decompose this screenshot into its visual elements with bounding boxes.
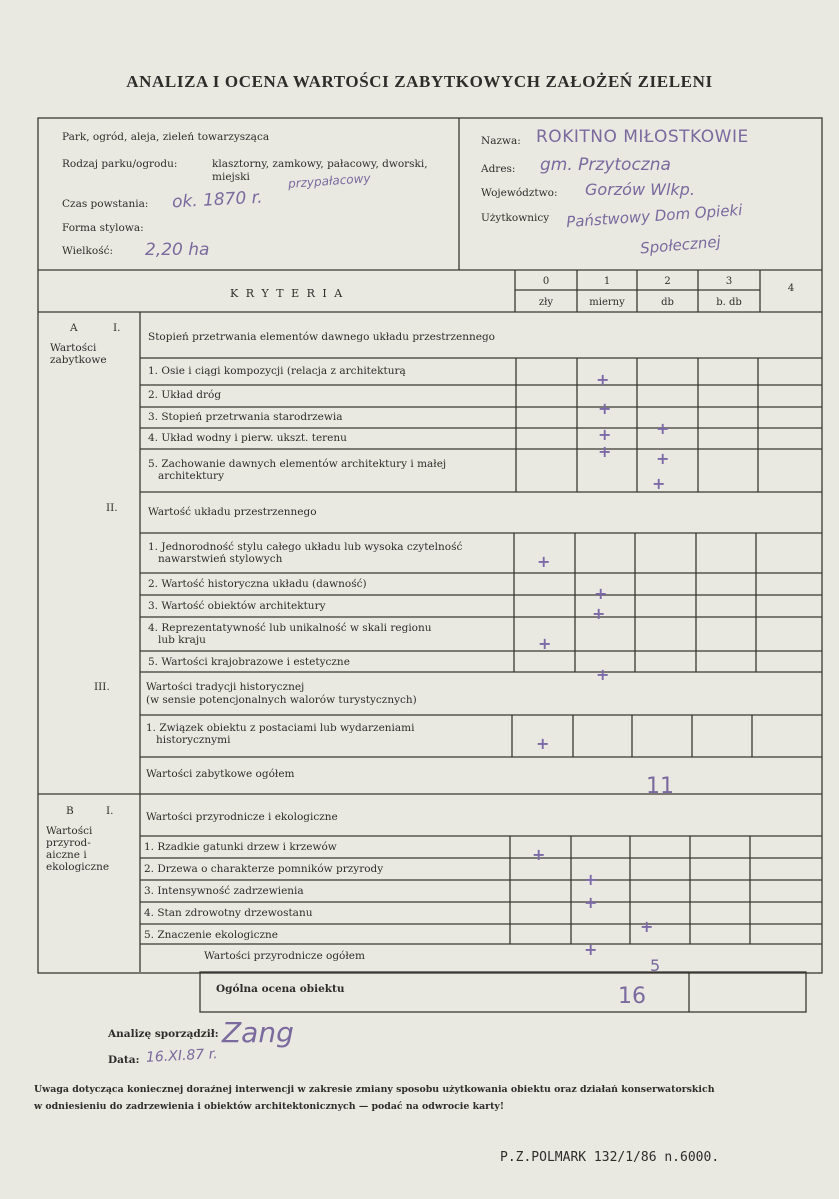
criterion-b1-3: 3. Intensywność zadrzewienia <box>144 885 304 897</box>
criterion-a1-5-cont: architektury <box>158 470 225 482</box>
criterion-b1-4: 4. Stan zdrowotny drzewostanu <box>144 907 313 919</box>
address-label: Adres: <box>481 163 516 175</box>
section-b-name-3: aiczne i <box>46 849 87 861</box>
voivodeship-label: Województwo: <box>481 187 558 199</box>
print-code: P.Z.POLMARK 132/1/86 n.6000. <box>500 1150 720 1165</box>
monument-total-value: 11 <box>646 774 674 799</box>
overall-value: 16 <box>618 984 646 1009</box>
note-line-1: Uwaga dotycząca koniecznej doraźnej interwencji w zakresie zmiany sposobu użytkowania obiektu oraz działań konserwatorskich <box>34 1084 715 1095</box>
criterion-a2-1-cont: nawarstwień stylowych <box>158 553 283 565</box>
score-mark: + <box>656 419 670 438</box>
name-label: Nazwa: <box>481 135 521 147</box>
criterion-b1-2: 2. Drzewa o charakterze pomników przyrody <box>144 863 384 875</box>
group-3-roman: III. <box>94 681 110 693</box>
group-2-roman: II. <box>106 502 118 514</box>
name-value: ROKITNO MIŁOSTKOWIE <box>536 127 749 147</box>
scale-word-2: db <box>661 297 674 308</box>
style-form-label: Forma stylowa: <box>62 222 144 234</box>
analysis-author-signature: Zang <box>222 1016 294 1049</box>
analysis-author-label: Analizę sporządził: <box>108 1028 219 1040</box>
score-mark: + <box>538 634 552 653</box>
note-line-2: w odniesieniu do zadrzewienia i obiektów architektonicznych — podać na odwrocie karty! <box>34 1101 504 1112</box>
criterion-b1-1: 1. Rzadkie gatunki drzew i krzewów <box>144 841 337 853</box>
section-b-letter: B <box>66 805 74 817</box>
score-mark: + <box>598 399 612 418</box>
group-3-title: Wartości tradycji historycznej <box>146 681 305 693</box>
group-2-title: Wartość układu przestrzennego <box>148 506 317 518</box>
criterion-a2-1: 1. Jednorodność stylu całego układu lub wysoka czytelność <box>148 541 463 553</box>
scale-col-2: 2 <box>664 276 671 287</box>
overall-label: Ogólna ocena obiektu <box>216 983 345 995</box>
score-mark: + <box>598 442 612 461</box>
criterion-a1-5: 5. Zachowanie dawnych elementów architektury i małej <box>148 458 447 470</box>
criterion-b1-5: 5. Znaczenie ekologiczne <box>144 929 279 941</box>
group-1-title: Stopień przetrwania elementów dawnego układu przestrzennego <box>148 331 495 343</box>
voivodeship-value: Gorzów Wlkp. <box>585 180 695 199</box>
score-mark: + <box>592 604 606 623</box>
date-value: 16.XI.87 r. <box>145 1046 218 1066</box>
origin-date-label: Czas powstania: <box>62 198 149 210</box>
park-kind-options-2: miejski <box>212 171 250 183</box>
group-1-roman: I. <box>113 322 121 334</box>
section-b-name: Wartości <box>46 825 93 837</box>
score-mark: + <box>532 845 546 864</box>
score-mark: + <box>652 474 666 493</box>
section-a-name: Wartości <box>50 342 97 354</box>
score-mark: + <box>584 940 598 959</box>
users-value-2: Społecznej <box>639 232 722 258</box>
criterion-a3-1: 1. Związek obiektu z postaciami lub wydarzeniami <box>146 722 415 734</box>
section-b-roman: I. <box>106 805 114 817</box>
score-mark: + <box>584 893 598 912</box>
criterion-a2-5: 5. Wartości krajobrazowe i estetyczne <box>148 656 350 668</box>
criterion-a2-4-cont: lub kraju <box>158 634 206 646</box>
scale-word-3: b. db <box>716 297 742 308</box>
scale-word-1: mierny <box>589 297 625 308</box>
score-mark: + <box>594 584 608 603</box>
score-mark: + <box>656 449 670 468</box>
score-mark: + <box>584 870 598 889</box>
park-kind-options: klasztorny, zamkowy, pałacowy, dworski, <box>212 158 428 170</box>
origin-date-value: ok. 1870 r. <box>171 187 264 213</box>
criteria-header: K R Y T E R I A <box>230 287 345 300</box>
criterion-a1-1: 1. Osie i ciągi kompozycji (relacja z architekturą <box>148 365 406 377</box>
scale-col-0: 0 <box>542 276 550 287</box>
criterion-a1-2: 2. Układ dróg <box>148 389 222 401</box>
date-label: Data: <box>108 1054 140 1066</box>
object-type-label: Park, ogród, aleja, zieleń towarzysząca <box>62 131 270 143</box>
scale-col-3: 3 <box>725 276 733 287</box>
score-mark: + <box>537 552 551 571</box>
address-value: gm. Przytoczna <box>540 155 671 175</box>
users-value: Państwowy Dom Opieki <box>565 200 743 232</box>
section-a-letter: A <box>70 322 78 334</box>
park-kind-label: Rodzaj parku/ogrodu: <box>62 158 178 170</box>
nature-total-value: 5 <box>650 956 661 975</box>
criterion-a3-1-cont: historycznymi <box>156 734 231 746</box>
criterion-a2-3: 3. Wartość obiektów architektury <box>148 600 326 612</box>
section-b-name-2: przyrod- <box>46 837 91 849</box>
section-b-name-4: ekologiczne <box>46 861 110 873</box>
criterion-a1-4: 4. Układ wodny i pierw. ukszt. terenu <box>148 432 347 444</box>
park-kind-handwritten: przypałacowy <box>287 171 371 191</box>
size-value: 2,20 ha <box>145 240 210 260</box>
scale-col-4: 4 <box>787 283 795 294</box>
criterion-a2-2: 2. Wartość historyczna układu (dawność) <box>148 578 367 590</box>
score-mark: + <box>596 665 610 684</box>
score-mark: + <box>640 917 654 936</box>
scale-word-0: zły <box>538 297 554 308</box>
section-a-name-2: zabytkowe <box>50 354 107 366</box>
scale-col-1: 1 <box>603 276 611 287</box>
monument-total-label: Wartości zabytkowe ogółem <box>146 768 295 780</box>
users-label: Użytkownicy <box>481 212 550 224</box>
score-mark: + <box>596 370 610 389</box>
score-mark: + <box>598 425 612 444</box>
page-title: ANALIZA I OCENA WARTOŚCI ZABYTKOWYCH ZAŁOŻEŃ ZIELENI <box>126 72 713 91</box>
section-b-title: Wartości przyrodnicze i ekologiczne <box>146 811 338 823</box>
criterion-a1-3: 3. Stopień przetrwania starodrzewia <box>148 411 343 423</box>
nature-total-label: Wartości przyrodnicze ogółem <box>204 950 365 962</box>
score-mark: + <box>536 734 550 753</box>
size-label: Wielkość: <box>62 245 114 257</box>
group-3-title-2: (w sensie potencjonalnych walorów turystycznych) <box>146 694 417 706</box>
criterion-a2-4: 4. Reprezentatywność lub unikalność w skali regionu <box>148 622 432 634</box>
